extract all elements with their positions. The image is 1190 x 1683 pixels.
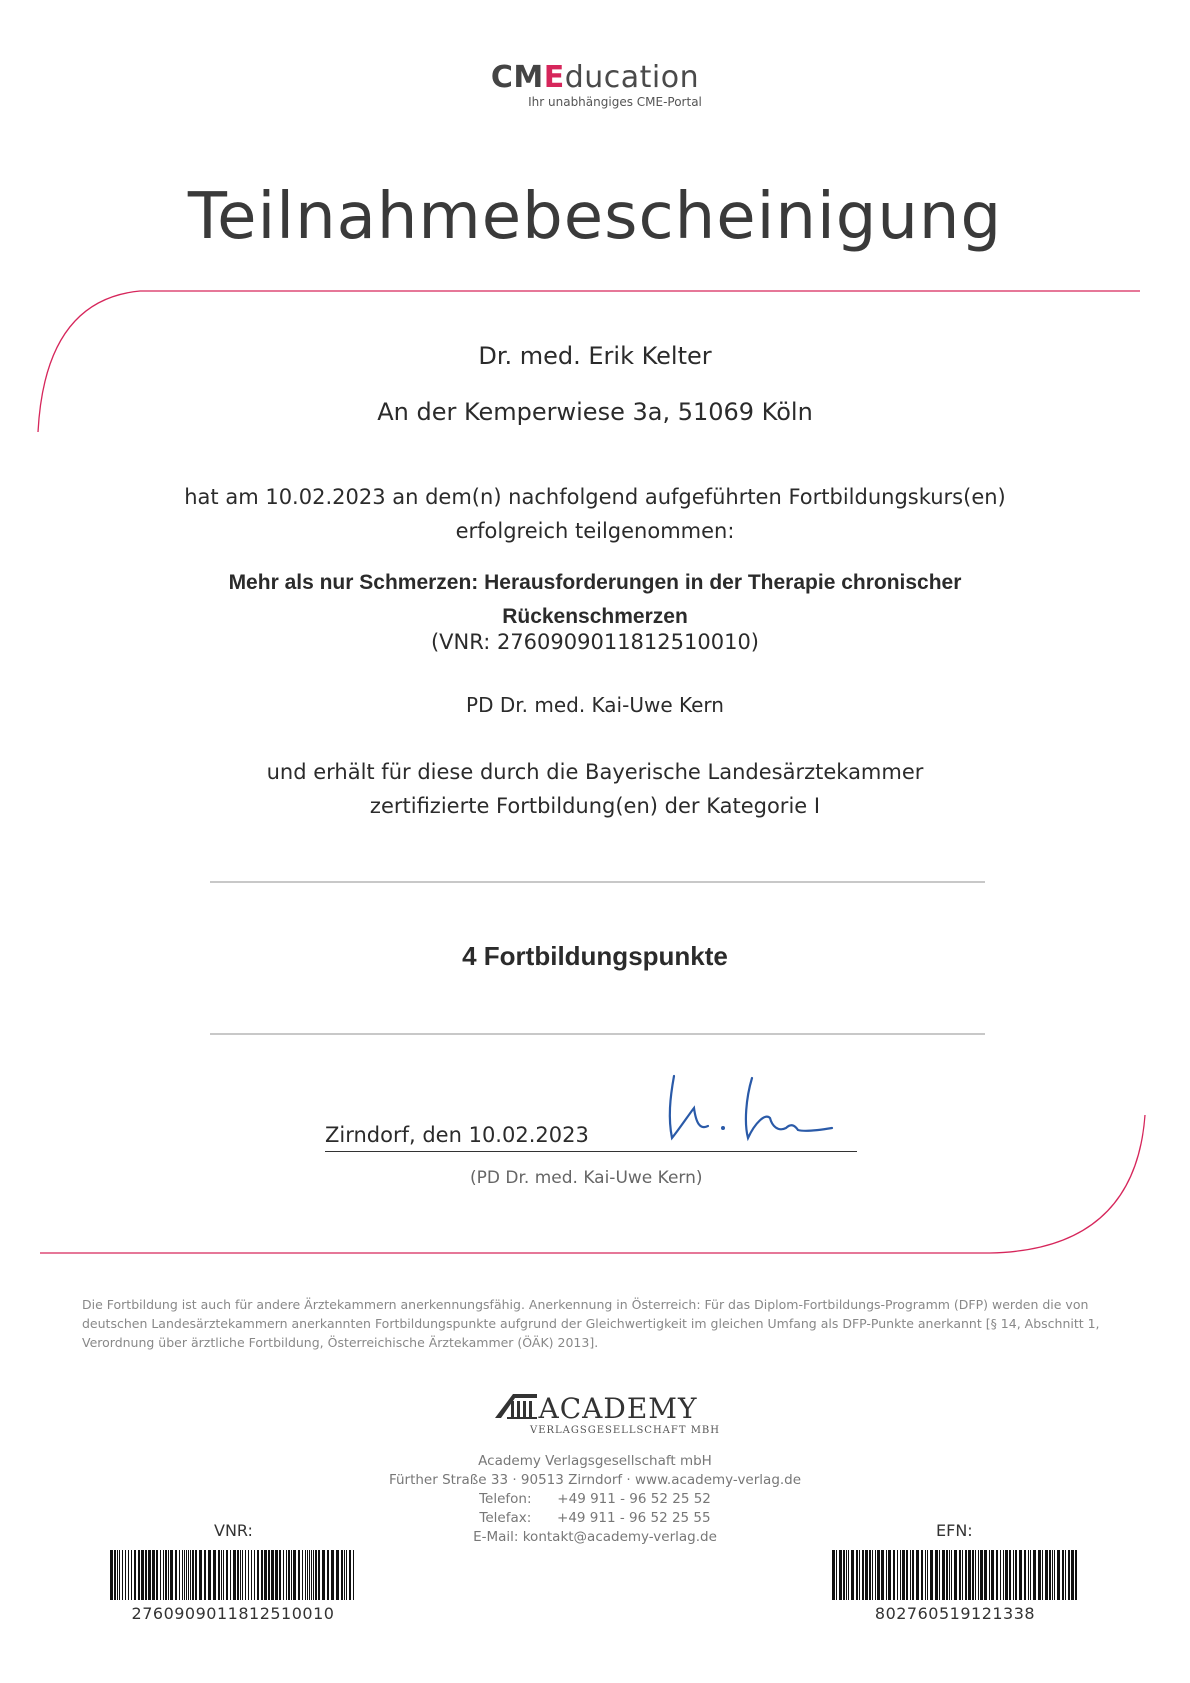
certification-text: [0, 755, 1190, 823]
barcode-bar: [313, 1550, 314, 1600]
barcode-bar: [1049, 1550, 1051, 1600]
barcode-bar: [1009, 1550, 1011, 1600]
barcode-bar: [912, 1550, 914, 1600]
barcode-bar: [134, 1550, 136, 1600]
barcode-bar: [223, 1550, 224, 1600]
barcode-bar: [293, 1550, 296, 1600]
barcode-bar: [184, 1550, 185, 1600]
barcode-bar: [1028, 1550, 1029, 1600]
barcode-bar: [346, 1550, 347, 1600]
barcode-bar: [881, 1550, 884, 1600]
barcode-bar: [122, 1550, 123, 1600]
barcode-bar: [968, 1550, 971, 1600]
barcode-bar: [877, 1550, 880, 1600]
barcode-bar: [204, 1550, 206, 1600]
publisher-fax: Telefax: +49 911 - 96 52 25 55: [479, 1510, 711, 1526]
barcode-bar: [318, 1550, 320, 1600]
barcode-bar: [242, 1550, 243, 1600]
logo-rest: ducation: [564, 60, 700, 95]
barcode-bar: [186, 1550, 187, 1600]
barcode-bar: [949, 1550, 950, 1600]
barcode-bar: [195, 1550, 197, 1600]
barcode-bar: [128, 1550, 129, 1600]
place-date: Zirndorf, den 10.02.2023: [325, 1123, 589, 1147]
barcode-bar: [856, 1550, 858, 1600]
barcode-bar: [1030, 1550, 1031, 1600]
barcode-bar: [897, 1550, 898, 1600]
barcode-bar: [145, 1550, 147, 1600]
barcode-bar: [279, 1550, 281, 1600]
course-title-line-2: Rückenschmerzen: [502, 605, 688, 628]
barcode-bar: [1033, 1550, 1036, 1600]
barcode-bar: [962, 1550, 963, 1600]
barcode-bar: [1065, 1550, 1066, 1600]
barcode-bar: [875, 1550, 876, 1600]
barcode-bar: [268, 1550, 270, 1600]
barcode-bar: [254, 1550, 255, 1600]
participation-line-2: erfolgreich teilgenommen:: [455, 519, 735, 543]
barcode-bar: [344, 1550, 345, 1600]
barcode-bar: [291, 1550, 292, 1600]
participant-name: Dr. med. Erik Kelter: [478, 342, 712, 370]
vnr-barcode: [110, 1550, 356, 1600]
barcode-bar: [978, 1550, 979, 1600]
barcode-bar: [991, 1550, 994, 1600]
barcode-bar: [114, 1550, 116, 1600]
barcode-bar: [1062, 1550, 1064, 1600]
publisher-contact: [0, 1452, 1190, 1547]
barcode-bar: [168, 1550, 169, 1600]
barcode-bar: [349, 1550, 351, 1600]
barcode-bar: [954, 1550, 957, 1600]
barcode-bar: [869, 1550, 871, 1600]
barcode-bar: [131, 1550, 132, 1600]
barcode-bar: [888, 1550, 891, 1600]
barcode-bar: [925, 1550, 926, 1600]
barcode-bar: [902, 1550, 905, 1600]
barcode-bar: [288, 1550, 290, 1600]
barcode-bar: [245, 1550, 246, 1600]
participation-text: [0, 480, 1190, 548]
barcode-bar: [286, 1550, 287, 1600]
barcode-bar: [900, 1550, 901, 1600]
barcode-bar: [110, 1550, 113, 1600]
signature-line: [325, 1151, 857, 1152]
barcode-bar: [916, 1550, 919, 1600]
barcode-bar: [163, 1550, 164, 1600]
barcode-bar: [927, 1550, 928, 1600]
barcode-bar: [248, 1550, 249, 1600]
barcode-bar: [117, 1550, 118, 1600]
barcode-bar: [237, 1550, 239, 1600]
barcode-bar: [930, 1550, 933, 1600]
barcode-bar: [271, 1550, 274, 1600]
barcode-bar: [832, 1550, 835, 1600]
barcode-bar: [275, 1550, 278, 1600]
barcode-bar: [1005, 1550, 1008, 1600]
barcode-bar: [848, 1550, 849, 1600]
barcode-bar: [311, 1550, 312, 1600]
vnr-label: VNR:: [214, 1521, 253, 1540]
barcode-bar: [942, 1550, 945, 1600]
barcode-bar: [1071, 1550, 1074, 1600]
barcode-bar: [283, 1550, 284, 1600]
barcode-bar: [1057, 1550, 1060, 1600]
barcode-bar: [1019, 1550, 1022, 1600]
certificate-title: Teilnahmebescheinigung: [187, 180, 1003, 254]
barcode-bar: [959, 1550, 961, 1600]
barcode-bar: [322, 1550, 325, 1600]
credit-points: 4 Fortbildungspunkte: [462, 941, 728, 971]
efn-barcode: [832, 1550, 1078, 1600]
barcode-bar: [331, 1550, 334, 1600]
barcode-bar: [148, 1550, 151, 1600]
handwritten-signature: [660, 1068, 880, 1148]
barcode-bar: [226, 1550, 228, 1600]
barcode-bar: [188, 1550, 189, 1600]
barcode-bar: [1003, 1550, 1004, 1600]
vnr-number: 2760909011812510010: [131, 1604, 335, 1623]
barcode-bar: [843, 1550, 845, 1600]
barcode-bar: [199, 1550, 202, 1600]
barcode-bar: [1038, 1550, 1041, 1600]
barcode-bar: [1042, 1550, 1043, 1600]
barcode-bar: [984, 1550, 987, 1600]
barcode-bar: [221, 1550, 222, 1600]
barcode-bar: [233, 1550, 236, 1600]
barcode-bar: [175, 1550, 177, 1600]
barcode-bar: [893, 1550, 895, 1600]
barcode-bar: [1075, 1550, 1077, 1600]
barcode-bar: [975, 1550, 976, 1600]
certification-line-1: und erhält für diese durch die Bayerische Landesärztekammer: [266, 760, 924, 784]
building-icon: [493, 1392, 539, 1420]
barcode-bar: [305, 1550, 306, 1600]
barcode-bar: [119, 1550, 120, 1600]
efn-number: 802760519121338: [874, 1604, 1036, 1623]
barcode-bar: [886, 1550, 887, 1600]
academy-logo-sub: VERLAGSGESELLSCHAFT MBH: [529, 1425, 720, 1436]
barcode-bar: [921, 1550, 923, 1600]
publisher-address: Fürther Straße 33 · 90513 Zirndorf · www.academy-verlag.de: [388, 1472, 802, 1488]
barcode-bar: [1000, 1550, 1001, 1600]
barcode-bar: [989, 1550, 990, 1600]
barcode-bar: [859, 1550, 860, 1600]
speaker-name: PD Dr. med. Kai-Uwe Kern: [466, 693, 724, 717]
barcode-bar: [298, 1550, 300, 1600]
barcode-bar: [872, 1550, 873, 1600]
barcode-bar: [251, 1550, 252, 1600]
barcode-bar: [839, 1550, 842, 1600]
barcode-bar: [213, 1550, 216, 1600]
barcode-bar: [862, 1550, 864, 1600]
logo-e: E: [543, 60, 565, 95]
barcode-bar: [946, 1550, 948, 1600]
cmeducation-logo: [0, 60, 1190, 109]
vnr-barcode-block: [110, 1550, 356, 1623]
barcode-bar: [160, 1550, 161, 1600]
academy-logo-name: ACADEMY: [538, 1392, 698, 1425]
barcode-bar: [336, 1550, 339, 1600]
barcode-bar: [307, 1550, 308, 1600]
barcode-bar: [951, 1550, 952, 1600]
barcode-bar: [1052, 1550, 1053, 1600]
barcode-bar: [972, 1550, 974, 1600]
efn-barcode-block: [832, 1550, 1078, 1623]
barcode-bar: [261, 1550, 263, 1600]
barcode-bar: [315, 1550, 317, 1600]
course-title: [0, 566, 1190, 634]
barcode-bar: [141, 1550, 144, 1600]
barcode-bar: [1013, 1550, 1014, 1600]
logo-tagline: Ihr unabhängiges CME-Portal: [528, 95, 702, 109]
barcode-bar: [846, 1550, 847, 1600]
barcode-bar: [240, 1550, 241, 1600]
barcode-bar: [851, 1550, 854, 1600]
barcode-bar: [996, 1550, 998, 1600]
barcode-bar: [182, 1550, 183, 1600]
barcode-bar: [192, 1550, 194, 1600]
barcode-bar: [939, 1550, 940, 1600]
barcode-bar: [1054, 1550, 1055, 1600]
barcode-bar: [910, 1550, 911, 1600]
barcode-bar: [353, 1550, 354, 1600]
publisher-name: Academy Verlagsgesellschaft mbH: [478, 1453, 712, 1469]
barcode-bar: [1045, 1550, 1048, 1600]
course-vnr: (VNR: 2760909011812510010): [430, 630, 759, 654]
barcode-bar: [156, 1550, 158, 1600]
participant-address: An der Kemperwiese 3a, 51069 Köln: [377, 398, 813, 426]
barcode-bar: [179, 1550, 180, 1600]
barcode-bar: [836, 1550, 837, 1600]
recognition-note: Die Fortbildung ist auch für andere Ärztekammern anerkennungsfähig. Anerkennung in Österreich: Für das Diplom-Fortbildungs-Programm (DFP) werden die von deutschen Landesärztekammern anerkannten Fortbildungspunkte aufgrund der Gleichwertigkeit im gleichen Umfang als DFP-Punkte anerkannt [§ 14, Abschnitt 1, Verordnung über ärztliche Fortbildung, Österreichische Ärztekammer (ÖÄK) 2013].: [82, 1297, 1100, 1350]
barcode-bar: [935, 1550, 938, 1600]
academy-logo: [0, 1392, 1190, 1436]
barcode-bar: [190, 1550, 191, 1600]
publisher-email: E-Mail: kontakt@academy-verlag.de: [473, 1529, 717, 1545]
barcode-bar: [341, 1550, 343, 1600]
barcode-bar: [302, 1550, 303, 1600]
barcode-bar: [170, 1550, 173, 1600]
barcode-bar: [230, 1550, 231, 1600]
certification-line-2: zertifizierte Fortbildung(en) der Kategorie I: [369, 794, 821, 818]
publisher-phone: Telefon: +49 911 - 96 52 25 52: [479, 1491, 711, 1507]
logo-cm: CM: [490, 60, 544, 95]
barcode-bar: [208, 1550, 211, 1600]
barcode-bar: [865, 1550, 868, 1600]
barcode-bar: [309, 1550, 310, 1600]
barcode-bar: [1015, 1550, 1017, 1600]
barcode-bar: [125, 1550, 126, 1600]
barcode-bar: [152, 1550, 155, 1600]
barcode-bar: [1024, 1550, 1026, 1600]
signer-name: (PD Dr. med. Kai-Uwe Kern): [470, 1168, 703, 1188]
efn-label: EFN:: [936, 1521, 973, 1540]
barcode-bar: [1068, 1550, 1070, 1600]
barcode-bar: [165, 1550, 167, 1600]
barcode-bar: [264, 1550, 267, 1600]
barcode-bar: [327, 1550, 329, 1600]
participation-line-1: hat am 10.02.2023 an dem(n) nachfolgend aufgeführten Fortbildungskurs(en): [184, 485, 1006, 509]
barcode-bar: [138, 1550, 140, 1600]
barcode-bar: [965, 1550, 967, 1600]
barcode-bar: [980, 1550, 983, 1600]
course-title-line-1: Mehr als nur Schmerzen: Herausforderungen in der Therapie chronischer: [228, 571, 962, 594]
barcode-bar: [218, 1550, 220, 1600]
barcode-bar: [257, 1550, 259, 1600]
barcode-bar: [906, 1550, 908, 1600]
